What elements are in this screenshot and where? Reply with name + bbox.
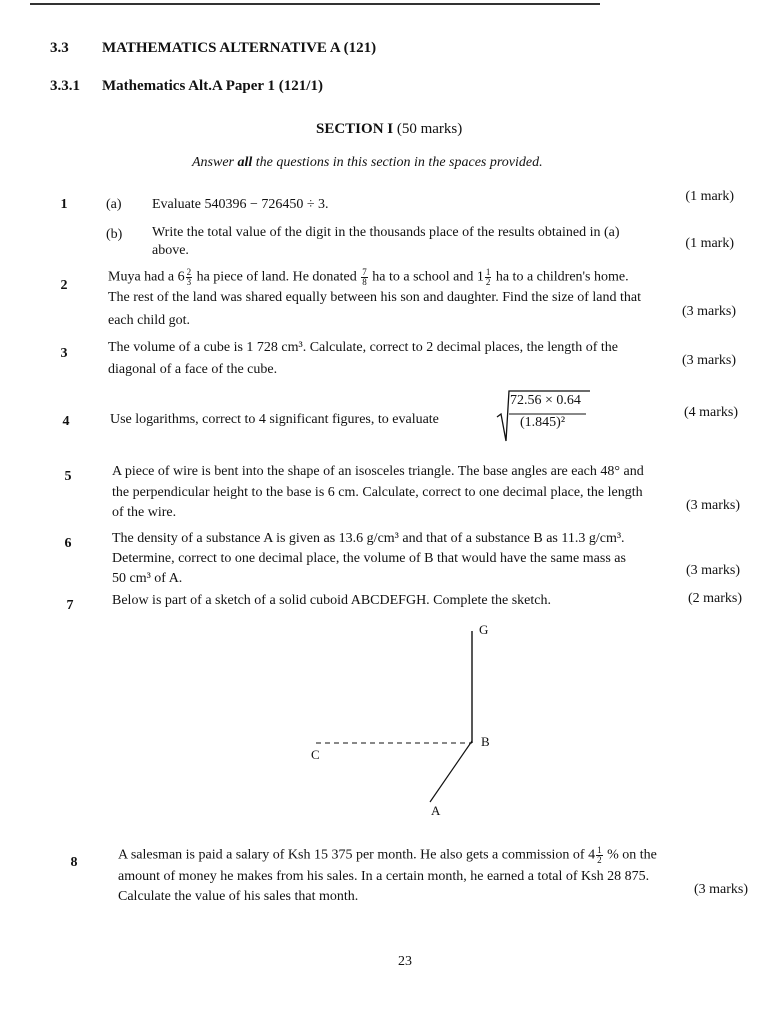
question-7-text: Below is part of a sketch of a solid cuboid ABCDEFGH. Complete the sketch. [112,593,551,608]
fraction-denominator: 3 [186,277,192,287]
question-4-marks: (4 marks) [683,405,738,420]
section-heading [316,121,462,138]
question-8-marks: (3 marks) [693,882,748,897]
q2-text-part4: ha to a children's home. [492,269,629,285]
page-number: 23 [398,954,412,969]
heading-number-3-3: 3.3 [50,40,69,56]
q8-text-part2: % on the [603,847,657,863]
question-6-marks: (3 marks) [685,563,740,578]
instruction-emphasis: all [237,155,253,170]
question-5-marks: (3 marks) [685,498,740,513]
fraction-two-thirds [186,268,193,287]
question-7-number: 7 [66,598,74,613]
question-2-number: 2 [60,278,68,293]
question-3-number: 3 [60,346,68,361]
q2-text-part2: ha piece of land. He donated [193,269,361,285]
vertex-label-b: B [481,734,490,749]
instruction-text-end: the questions in this section in the spaces provided. [252,155,543,170]
fraction-numerator: 7 [362,267,367,277]
question-8-line2: amount of money he makes from his sales. In a certain month, he earned a total of Ksh 28 875. [118,869,650,884]
question-2-line2: The rest of the land was shared equally between his son and daughter. Find the size of land that [108,290,642,305]
edge-b-a [430,741,472,802]
question-4-text: Use logarithms, correct to 4 significant figures, to evaluate [110,412,439,427]
section-instruction [192,155,543,171]
question-3-line1: The volume of a cube is 1 728 cm³. Calculate, correct to 2 decimal places, the length of the [108,340,618,355]
question-1a-label: (a) [106,197,122,212]
fraction-seven-eighths [361,268,368,287]
fraction-denominator: 2 [485,277,491,287]
q2-text-part1: Muya had a 6 [108,269,185,285]
radicand-numerator: 72.56 × 0.64 [510,393,581,408]
cuboid-sketch [300,615,500,820]
instruction-text-start: Answer [192,155,238,170]
vertex-label-a: A [431,803,441,818]
question-8-line1 [118,846,657,865]
fraction-one-half [596,846,603,865]
question-5-line2: the perpendicular height to the base is 6 cm. Calculate, correct to one decimal place, the length [112,485,643,500]
heading-title-3-3: MATHEMATICS ALTERNATIVE A (121) [102,40,377,56]
question-5-line1: A piece of wire is bent into the shape of an isosceles triangle. The base angles are each 48° and [112,464,644,479]
question-1a-text: Evaluate 540396 − 726450 ÷ 3. [152,197,329,212]
fraction-numerator: 2 [186,267,192,277]
heading-title-3-3-1: Mathematics Alt.A Paper 1 (121/1) [102,78,323,94]
question-2-line1 [108,268,629,287]
vertex-label-g: G [479,622,489,637]
question-1b-label: (b) [106,227,123,242]
question-8-line3: Calculate the value of his sales that month. [118,889,359,904]
question-1b-marks: (1 mark) [685,236,734,251]
question-5-number: 5 [64,469,72,484]
section-title: SECTION I [316,121,394,137]
question-7-marks: (2 marks) [687,591,742,606]
fraction-denominator: 8 [362,277,367,287]
question-6-number: 6 [64,536,72,551]
question-1b-text-line2: above. [152,243,189,258]
fraction-denominator: 2 [597,855,602,865]
question-1a-marks: (1 mark) [685,189,734,204]
fraction-numerator: 1 [597,845,602,855]
question-8-number: 8 [70,855,78,870]
vertex-label-c: C [311,747,320,762]
question-6-line2: Determine, correct to one decimal place, the volume of B that would have the same mass as [112,551,626,566]
question-1-number: 1 [60,197,68,212]
question-6-line1: The density of a substance A is given as 13.6 g/cm³ and that of a substance B as 11.3 g/cm³. [112,531,625,546]
question-6-line3: 50 cm³ of A. [112,571,183,586]
q8-text-part1: A salesman is paid a salary of Ksh 15 375 per month. He also gets a commission of 4 [118,847,596,863]
question-3-marks: (3 marks) [681,353,736,368]
question-4-number: 4 [62,414,70,429]
fraction-one-half [485,268,492,287]
question-2-marks: (3 marks) [681,304,736,319]
question-5-line3: of the wire. [112,505,177,520]
top-rule [30,3,600,5]
question-1b-text-line1: Write the total value of the digit in the thousands place of the results obtained in (a) [152,225,620,240]
question-3-line2: diagonal of a face of the cube. [108,362,278,377]
radicand-denominator: (1.845)² [520,415,566,430]
question-2-line3: each child got. [108,313,191,328]
heading-number-3-3-1: 3.3.1 [50,78,80,94]
square-root-expression [496,389,592,445]
section-marks: (50 marks) [396,121,463,137]
fraction-numerator: 1 [485,267,491,277]
q2-text-part3: ha to a school and 1 [368,269,484,285]
